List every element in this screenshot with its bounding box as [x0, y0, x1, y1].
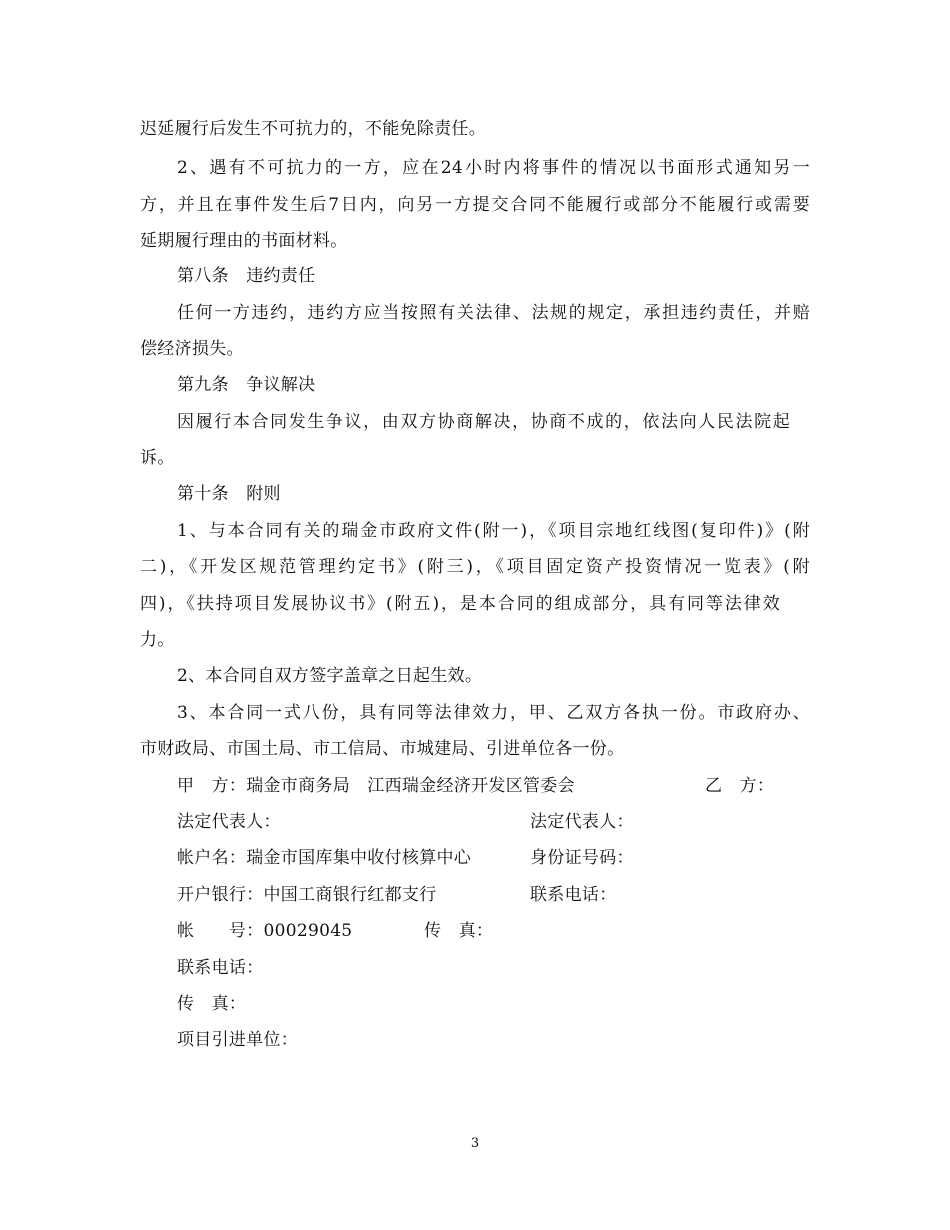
paragraph-line: 偿经济损失。 [140, 339, 244, 359]
paragraph-line: 诉。 [140, 448, 175, 468]
paragraph-line: 二)，《开发区规范管理约定书》(附三)，《项目固定资产投资情况一览表》(附 [140, 557, 810, 577]
intro-unit: 项目引进单位： [177, 1030, 299, 1050]
paragraph-line: 2、本合同自双方签字盖章之日起生效。 [177, 666, 483, 686]
account-number: 帐 号：00029045 [177, 921, 353, 941]
paragraph-line: 因履行本合同发生争议，由双方协商解决，协商不成的，依法向人民法院起 [177, 412, 790, 432]
paragraph-line: 市财政局、市国土局、市工信局、市城建局、引进单位各一份。 [140, 739, 625, 759]
party-a-label: 甲 方：瑞金市商务局 江西瑞金经济开发区管委会 [177, 776, 575, 796]
id-number: 身份证号码： [530, 848, 634, 868]
account-name: 帐户名：瑞金市国库集中收付核算中心 [177, 848, 472, 868]
party-b-label: 乙 方： [705, 776, 775, 796]
paragraph-line: 力。 [140, 630, 175, 650]
phone-a: 联系电话： [177, 958, 264, 978]
paragraph-line: 方，并且在事件发生后7日内，向另一方提交合同不能履行或部分不能履行或需要 [140, 195, 810, 215]
legal-rep-b: 法定代表人： [530, 812, 634, 832]
paragraph-line: 2、遇有不可抗力的一方，应在24小时内将事件的情况以书面形式通知另一 [177, 158, 810, 178]
paragraph-line: 迟延履行后发生不可抗力的，不能免除责任。 [140, 119, 486, 139]
fax-a: 传 真： [177, 994, 247, 1014]
paragraph-line: 1、与本合同有关的瑞金市政府文件(附一)，《项目宗地红线图(复印件)》(附 [177, 521, 810, 541]
article-heading: 第八条 违约责任 [177, 266, 316, 286]
paragraph-line: 3、本合同一式八份，具有同等法律效力，甲、乙双方各执一份。市政府办、 [177, 703, 810, 723]
legal-rep-a: 法定代表人： [177, 812, 281, 832]
fax-b: 传 真： [424, 921, 494, 941]
article-heading: 第九条 争议解决 [177, 375, 316, 395]
bank-name: 开户银行：中国工商银行红都支行 [177, 885, 437, 905]
paragraph-line: 四)，《扶持项目发展协议书》(附五)，是本合同的组成部分，具有同等法律效 [140, 594, 780, 614]
page-number: 3 [470, 1136, 480, 1151]
phone-b: 联系电话： [530, 885, 617, 905]
paragraph-line: 任何一方违约，违约方应当按照有关法律、法规的规定，承担违约责任，并赔 [177, 303, 810, 323]
article-heading: 第十条 附则 [177, 484, 281, 504]
paragraph-line: 延期履行理由的书面材料。 [140, 231, 348, 251]
